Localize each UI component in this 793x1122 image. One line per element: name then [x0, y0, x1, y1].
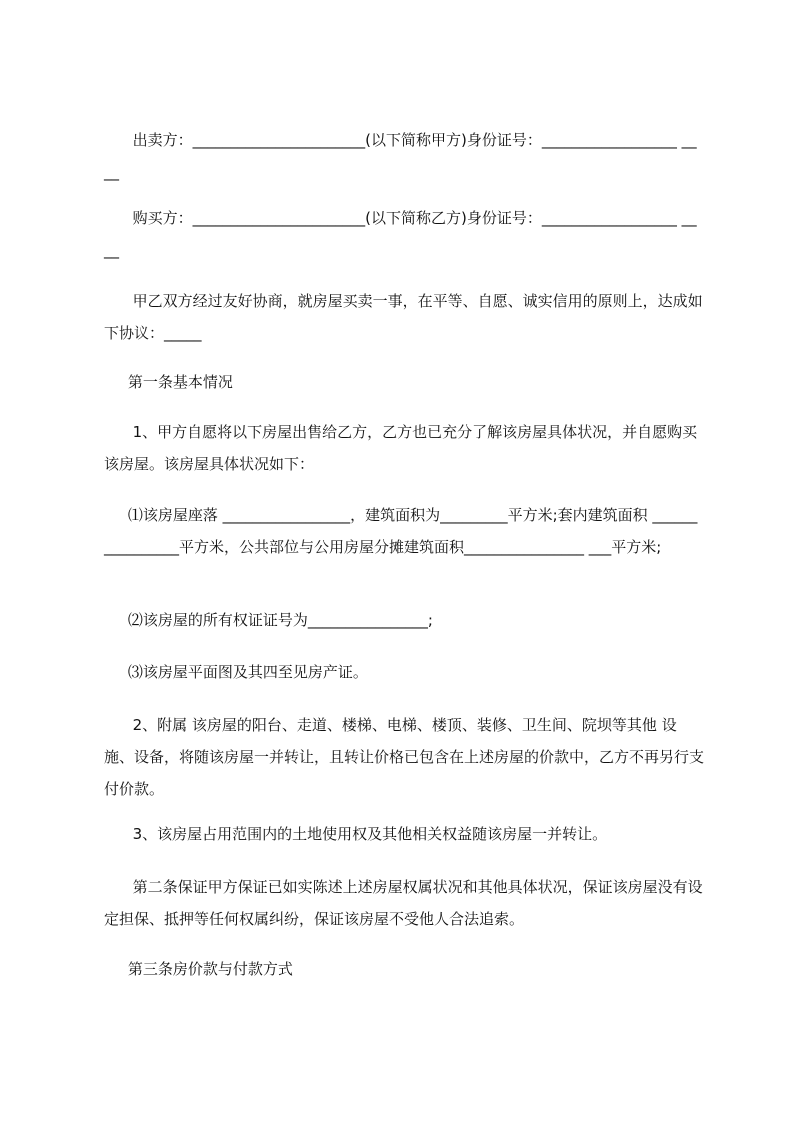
article1-heading: 第一条基本情况 — [104, 373, 233, 391]
clause-1-3: ⑶该房屋平面图及其四至见房产证。 — [104, 663, 368, 681]
clause-2: 2、附属 该房屋的阳台、走道、楼梯、电梯、楼顶、装修、卫生间、院坝等其他 设施、设备，将随该房屋一并转让，且转让价格已包含在上述房屋的价款中，乙方不再另行支付价款。 — [104, 716, 705, 798]
article3-heading: 第三条房价款与付款方式 — [104, 960, 293, 978]
seller-line: 出卖方：_______________________(以下简称甲方)身份证号：__________________ ____ — [104, 131, 697, 181]
clause-1-2: ⑵该房屋的所有权证证号为________________; — [104, 611, 433, 629]
buyer-line: 购买方：_______________________(以下简称乙方)身份证号：__________________ ____ — [104, 209, 697, 259]
clause-1: 1、甲方自愿将以下房屋出售给乙方，乙方也已充分了解该房屋具体状况，并自愿购买该房屋。该房屋具体状况如下： — [104, 423, 698, 473]
article2-paragraph: 第二条保证甲方保证已如实陈述上述房屋权属状况和其他具体状况，保证该房屋没有设定担保、抵押等任何权属纠纷，保证该房屋不受他人合法追索。 — [104, 878, 703, 928]
intro-paragraph: 甲乙双方经过友好协商，就房屋买卖一事，在平等、自愿、诚实信用的原则上，达成如下协议：_____ — [104, 292, 703, 342]
clause-3: 3、该房屋占用范围内的土地使用权及其他相关权益随该房屋一并转让。 — [104, 825, 608, 843]
clause-1-1: ⑴该房屋座落 _________________，建筑面积为_________平方米;套内建筑面积 ________________平方米，公共部位与公用房屋分摊建筑面积________________ ___平方米; — [104, 506, 698, 556]
